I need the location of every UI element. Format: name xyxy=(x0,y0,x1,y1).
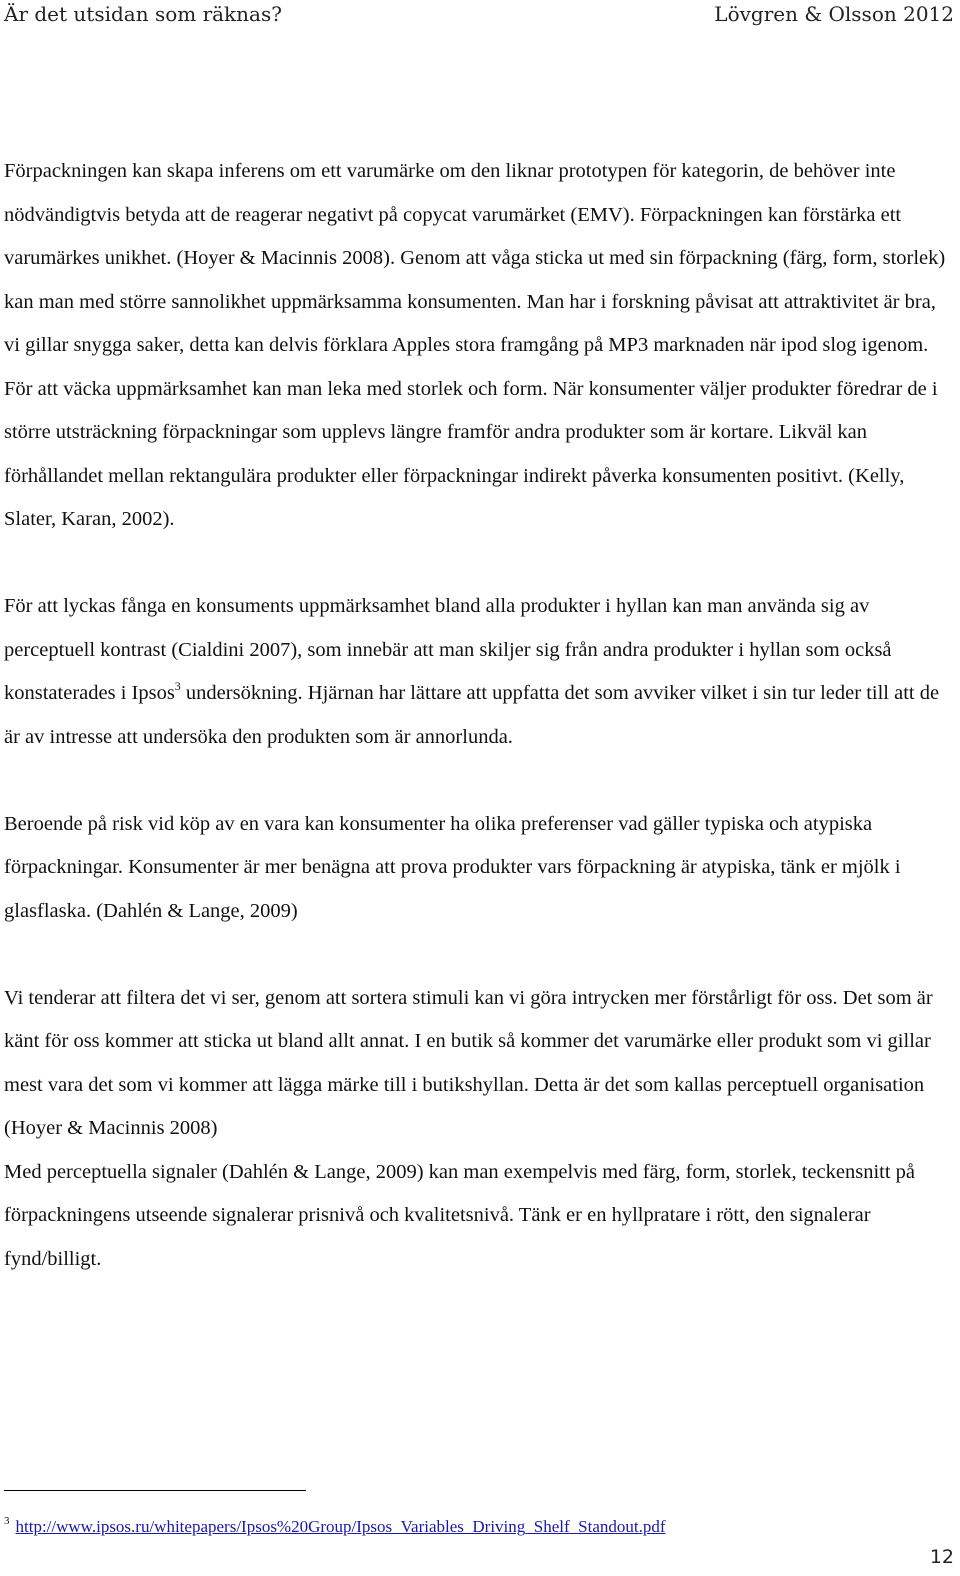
page-number: 12 xyxy=(929,1546,954,1568)
paragraph-with-footnote xyxy=(4,585,954,759)
footnote-number: 3 xyxy=(4,1515,10,1527)
running-header xyxy=(4,2,956,30)
paragraph-text: För att lyckas fånga en konsuments uppmärksamhet bland alla produkter i hyllan kan man använda sig av perceptuell kontrast (Cialdini 2007), som innebär att man skiljer sig från andra produkter i hyllan som också konstaterades i Ipsos xyxy=(4,595,892,704)
header-authors: Lövgren & Olsson 2012 xyxy=(714,2,954,26)
document-body xyxy=(4,150,954,1281)
header-title: Är det utsidan som räknas? xyxy=(4,2,282,26)
paragraph-text: undersökning. Hjärnan har lättare att uppfatta det som avviker vilket i sin tur leder till att de är av intresse att undersöka den produkten som är annorlunda. xyxy=(4,682,940,748)
footnote-separator xyxy=(4,1490,306,1491)
paragraph: Förpackningen kan skapa inferens om ett varumärke om den liknar prototypen för kategorin, de behöver inte nödvändigtvis betyda att de reagerar negativt på copycat varumärket (EMV). Förpackningen kan förstärka ett varumärkes unikhet. (Hoyer & Macinnis 2008). Genom att våga sticka ut med sin förpackning (färg, form, storlek) kan man med större sannolikhet uppmärksamma konsumenten. Man har i forskning påvisat att attraktivitet är bra, vi gillar snygga saker, detta kan delvis förklara Apples stora framgång på MP3 marknaden när ipod slog igenom. xyxy=(4,160,946,356)
footnote-reference: 3 xyxy=(174,679,181,693)
footnote xyxy=(4,1516,666,1538)
paragraph-spacer xyxy=(4,759,954,803)
paragraph-spacer xyxy=(4,542,954,586)
paragraph: Beroende på risk vid köp av en vara kan konsumenter ha olika preferenser vad gäller typiska och atypiska förpackningar. Konsumenter är mer benägna att prova produkter vars förpackning är atypiska, tänk er mjölk i glasflaska. (Dahlén & Lange, 2009) xyxy=(4,812,901,922)
paragraph-spacer xyxy=(4,933,954,977)
paragraph: Vi tenderar att filtera det vi ser, genom att sortera stimuli kan vi göra intrycken mer förstårligt för oss. Det som är känt för oss kommer att sticka ut bland allt annat. I en butik så kommer det varumärke eller produkt som vi gillar mest vara det som vi kommer att lägga märke till i butikshyllan. Detta är det som kallas perceptuell organisation (Hoyer & Macinnis 2008) xyxy=(4,986,933,1139)
paragraph: Med perceptuella signaler (Dahlén & Lange, 2009) kan man exempelvis med färg, form, storlek, teckensnitt på förpackningens utseende signalerar prisnivå och kvalitetsnivå. Tänk er en hyllpratare i rött, den signalerar fynd/billigt. xyxy=(4,1160,915,1270)
paragraph: För att väcka uppmärksamhet kan man leka med storlek och form. När konsumenter väljer produkter föredrar de i större utsträckning förpackningar som upplevs längre framför andra produkter som är kortare. Likväl kan förhållandet mellan rektangulära produkter eller förpackningar indirekt påverka konsumenten positivt. (Kelly, Slater, Karan, 2002). xyxy=(4,377,938,530)
footnote-link[interactable]: http://www.ipsos.ru/whitepapers/Ipsos%20Group/Ipsos_Variables_Driving_Shelf_Standout.pdf xyxy=(15,1517,666,1536)
